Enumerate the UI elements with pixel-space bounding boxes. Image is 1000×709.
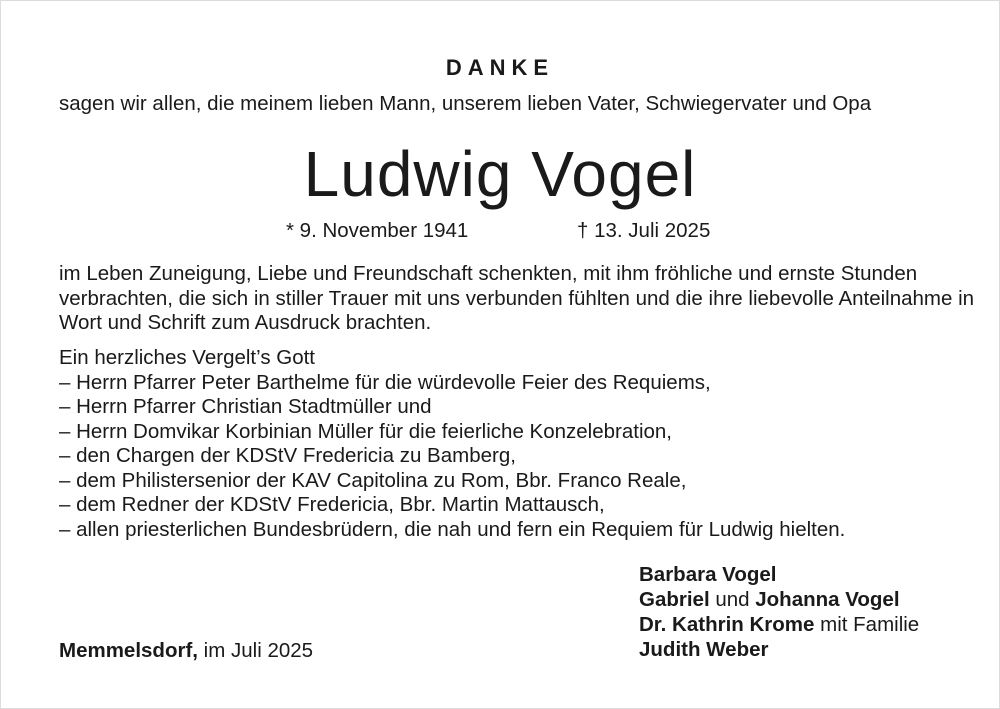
signer-name: Dr. Kathrin Krome xyxy=(639,613,815,636)
thanks-list xyxy=(59,346,979,542)
thanks-intro: Ein herzliches Vergelt’s Gott xyxy=(59,346,315,369)
deceased-name: Ludwig Vogel xyxy=(303,138,697,210)
signer-name: Gabriel xyxy=(639,588,710,611)
signers-block xyxy=(639,562,919,662)
death-date: † 13. Juli 2025 xyxy=(577,219,711,242)
signer-name: Judith Weber xyxy=(639,638,769,661)
place-month: im Juli 2025 xyxy=(197,639,314,662)
birth-date: * 9. November 1941 xyxy=(286,219,469,242)
heading: DANKE xyxy=(445,55,555,80)
signer-name: Johanna Vogel xyxy=(755,588,900,611)
signer-line xyxy=(639,637,919,662)
thanks-item: – Herrn Pfarrer Peter Barthelme für die würdevolle Feier des Requiems, xyxy=(59,370,711,394)
intro-text: sagen wir allen, die meinem lieben Mann, unserem lieben Vater, Schwiegervater und Opa xyxy=(59,92,872,115)
signer-suffix: mit Familie xyxy=(814,613,920,636)
thanks-item: – den Chargen der KDStV Fredericia zu Bamberg, xyxy=(59,444,516,467)
signer-conjunction: und xyxy=(709,588,756,611)
signer-line xyxy=(639,587,919,612)
signer-line xyxy=(639,562,919,587)
thanks-item: – dem Philistersenior der KAV Capitolina zu Rom, Bbr. Franco Reale, xyxy=(59,468,687,492)
place-date xyxy=(59,638,313,663)
place-town: Memmelsdorf, xyxy=(59,639,198,662)
thanks-item: – Herrn Pfarrer Christian Stadtmüller und xyxy=(59,395,432,418)
signer-name: Barbara Vogel xyxy=(639,563,777,586)
thanks-item: – dem Redner der KDStV Fredericia, Bbr. Martin Mattausch, xyxy=(59,493,605,516)
thanks-paragraph: im Leben Zuneigung, Liebe und Freundschaft schenkten, mit ihm fröhliche und ernste Stunden verbrachten, die sich in stiller Trauer mit uns verbunden fühlten und die ihre liebevolle Anteilnahme in Wort und Schrift zum Ausdruck brachten. xyxy=(59,262,975,334)
thanks-item: – allen priesterlichen Bundesbrüdern, die nah und fern ein Requiem für Ludwig hielten. xyxy=(59,517,846,541)
signer-line xyxy=(639,612,919,637)
thanks-item: – Herrn Domvikar Korbinian Müller für die feierliche Konzelebration, xyxy=(59,419,672,443)
